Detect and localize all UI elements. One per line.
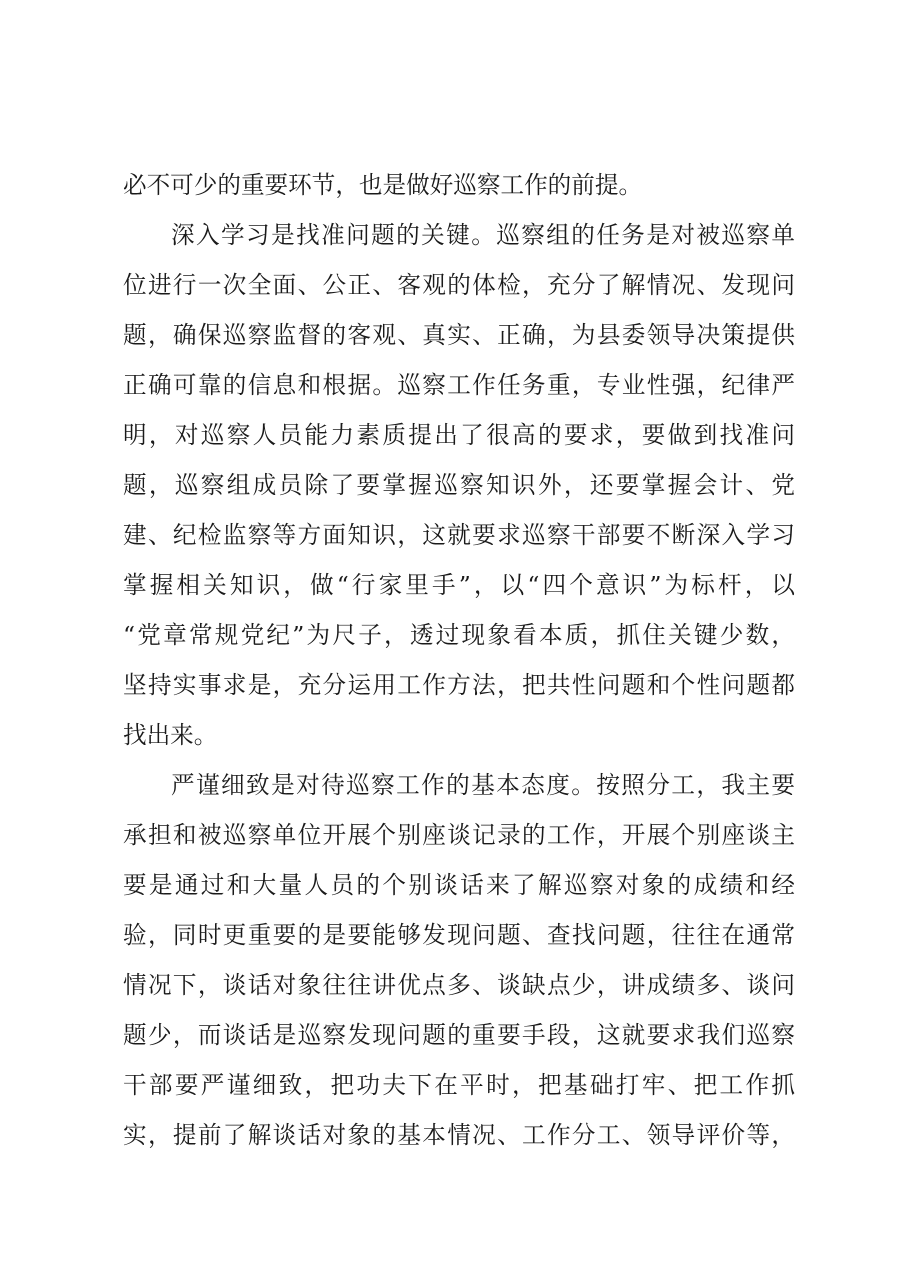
text-line: 正确可靠的信息和根据。巡察工作任务重，专业性强，纪律严 — [123, 371, 795, 399]
text-line: 明，对巡察人员能力素质提出了很高的要求，要做到找准问 — [123, 421, 795, 449]
text-line: 必不可少的重要环节，也是做好巡察工作的前提。 — [123, 171, 643, 199]
text-line: 找出来。 — [123, 721, 218, 749]
text-line: 坚持实事求是，充分运用工作方法，把共性问题和个性问题都 — [123, 671, 795, 699]
text-line: 建、纪检监察等方面知识，这就要求巡察干部要不断深入学习 — [123, 521, 795, 549]
text-line: “党章常规党纪”为尺子，透过现象看本质，抓住关键少数， — [123, 621, 795, 649]
text-line: 题少，而谈话是巡察发现问题的重要手段，这就要求我们巡察 — [123, 1021, 795, 1049]
paragraph-first-line: 严谨细致是对待巡察工作的基本态度。按照分工，我主要 — [171, 771, 795, 799]
text-line: 题，确保巡察监督的客观、真实、正确，为县委领导决策提供 — [123, 321, 795, 349]
text-line: 题，巡察组成员除了要掌握巡察知识外，还要掌握会计、党 — [123, 471, 795, 499]
text-line: 实，提前了解谈话对象的基本情况、工作分工、领导评价等， — [123, 1121, 795, 1149]
text-line: 承担和被巡察单位开展个别座谈记录的工作，开展个别座谈主 — [123, 821, 795, 849]
text-line: 验，同时更重要的是要能够发现问题、查找问题，往往在通常 — [123, 921, 795, 949]
text-line: 掌握相关知识，做“行家里手”，以“四个意识”为标杆，以 — [123, 571, 795, 599]
text-line: 情况下，谈话对象往往讲优点多、谈缺点少，讲成绩多、谈问 — [123, 971, 795, 999]
text-line: 干部要严谨细致，把功夫下在平时，把基础打牢、把工作抓 — [123, 1071, 795, 1099]
text-line: 要是通过和大量人员的个别谈话来了解巡察对象的成绩和经 — [123, 871, 795, 899]
text-line: 位进行一次全面、公正、客观的体检，充分了解情况、发现问 — [123, 271, 795, 299]
paragraph-first-line: 深入学习是找准问题的关键。巡察组的任务是对被巡察单 — [171, 221, 795, 249]
